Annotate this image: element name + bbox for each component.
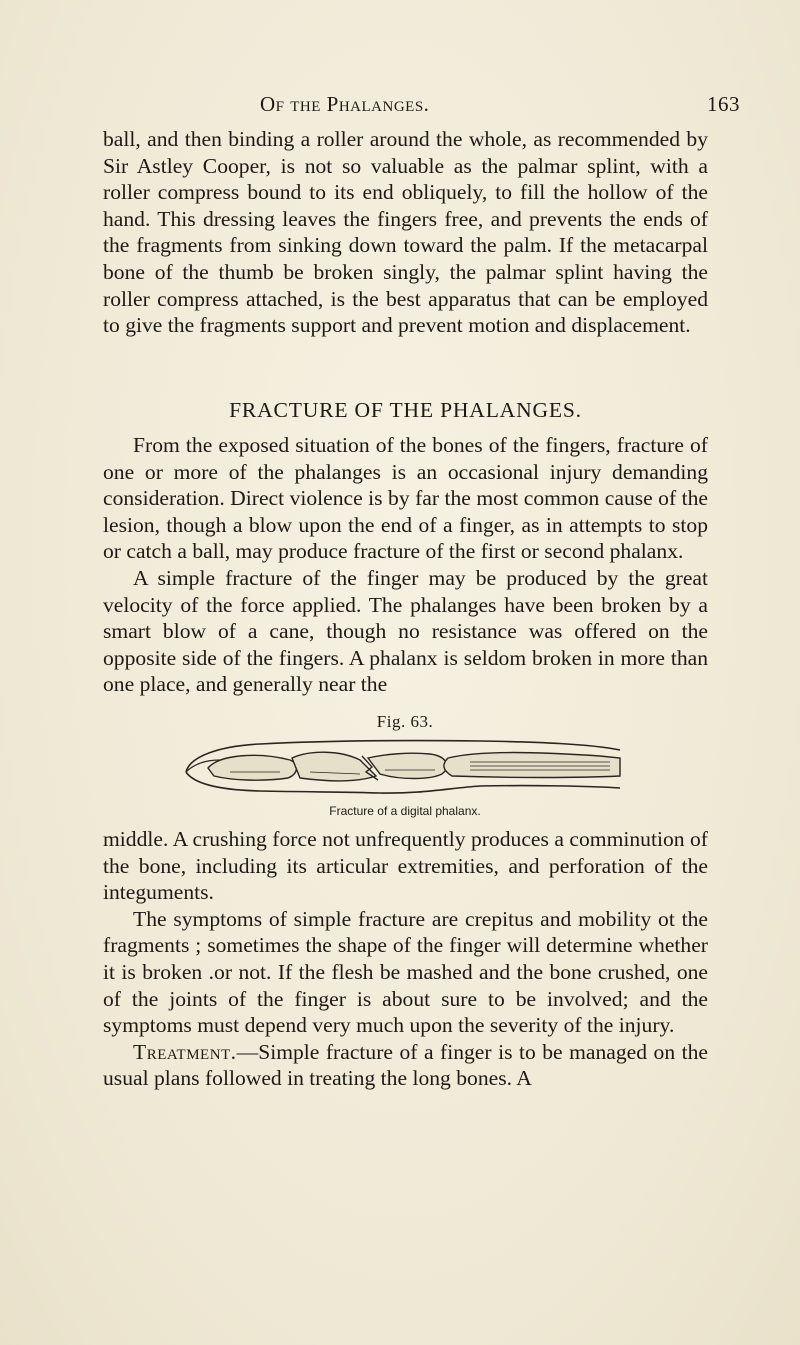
section-body bbox=[103, 432, 708, 698]
treatment-text: —Simple fracture of a finger is to be managed on the usual plans followed in treating the long bones. A bbox=[103, 1039, 708, 1091]
paragraph-comminution: middle. A crushing force not unfrequently produces a comminution of the bone, including its articular extremities, and perforation of the integuments. bbox=[103, 827, 708, 905]
distal-phalanx bbox=[208, 755, 297, 780]
proximal-phalanx bbox=[444, 753, 620, 778]
running-header bbox=[260, 92, 740, 122]
running-title: Of the Phalanges. bbox=[260, 92, 430, 116]
paragraph-causes: From the exposed situation of the bones of the fingers, fracture of one or more of the phalanges is an occasional injury demanding consideration. Direct violence is by far the most common cause of the lesion, though a blow upon the end of a finger, as in attempts to stop or catch a ball, may produce fracture of the first or second phalanx. bbox=[103, 433, 708, 564]
figure-label: Fig. 63. bbox=[376, 712, 434, 731]
figure-caption: Fracture of a digital phalanx. bbox=[329, 804, 481, 818]
paragraph-symptoms: The symptoms of simple fracture are crepitus and mobility ot the fragments ; sometimes the shape of the finger will determine whether it is broken .or not. If the flesh be mashed and the bone crushed, one of the joints of the finger is about sure to be involved; and the symptoms must depend very much upon the severity of the injury. bbox=[103, 906, 708, 1038]
finger-bone-illustration bbox=[180, 736, 630, 798]
paragraph-simple-fracture: A simple fracture of the finger may be produced by the great velocity of the force applied. The phalanges have been broken by a smart blow of a cane, though no resistance was offered on the opposite side of the fingers. A phalanx is seldom broken in more than one place, and generally near the bbox=[103, 565, 708, 697]
page-number: 163 bbox=[707, 92, 740, 116]
paragraph-treatment bbox=[103, 1039, 708, 1092]
middle-phalanx-right bbox=[368, 753, 447, 778]
figure-63 bbox=[100, 712, 710, 832]
treatment-lead: Treatment. bbox=[133, 1039, 237, 1064]
section-heading: FRACTURE OF THE PHALANGES. bbox=[229, 398, 582, 422]
section-body-continued bbox=[103, 826, 708, 1092]
paragraph-continuation: ball, and then binding a roller around the whole, as recommended by Sir Astley Cooper, is not so valuable as the palmar splint, with a roller compress bound to its end obliquely, to fill the hollow of the hand. This dressing leaves the fingers free, and prevents the ends of the fragments from sinking down toward the palm. If the metacarpal bone of the thumb be broken singly, the palmar splint having the roller compress attached, is the best apparatus that can be employed to give the fragments support and prevent motion and displacement. bbox=[103, 127, 708, 338]
